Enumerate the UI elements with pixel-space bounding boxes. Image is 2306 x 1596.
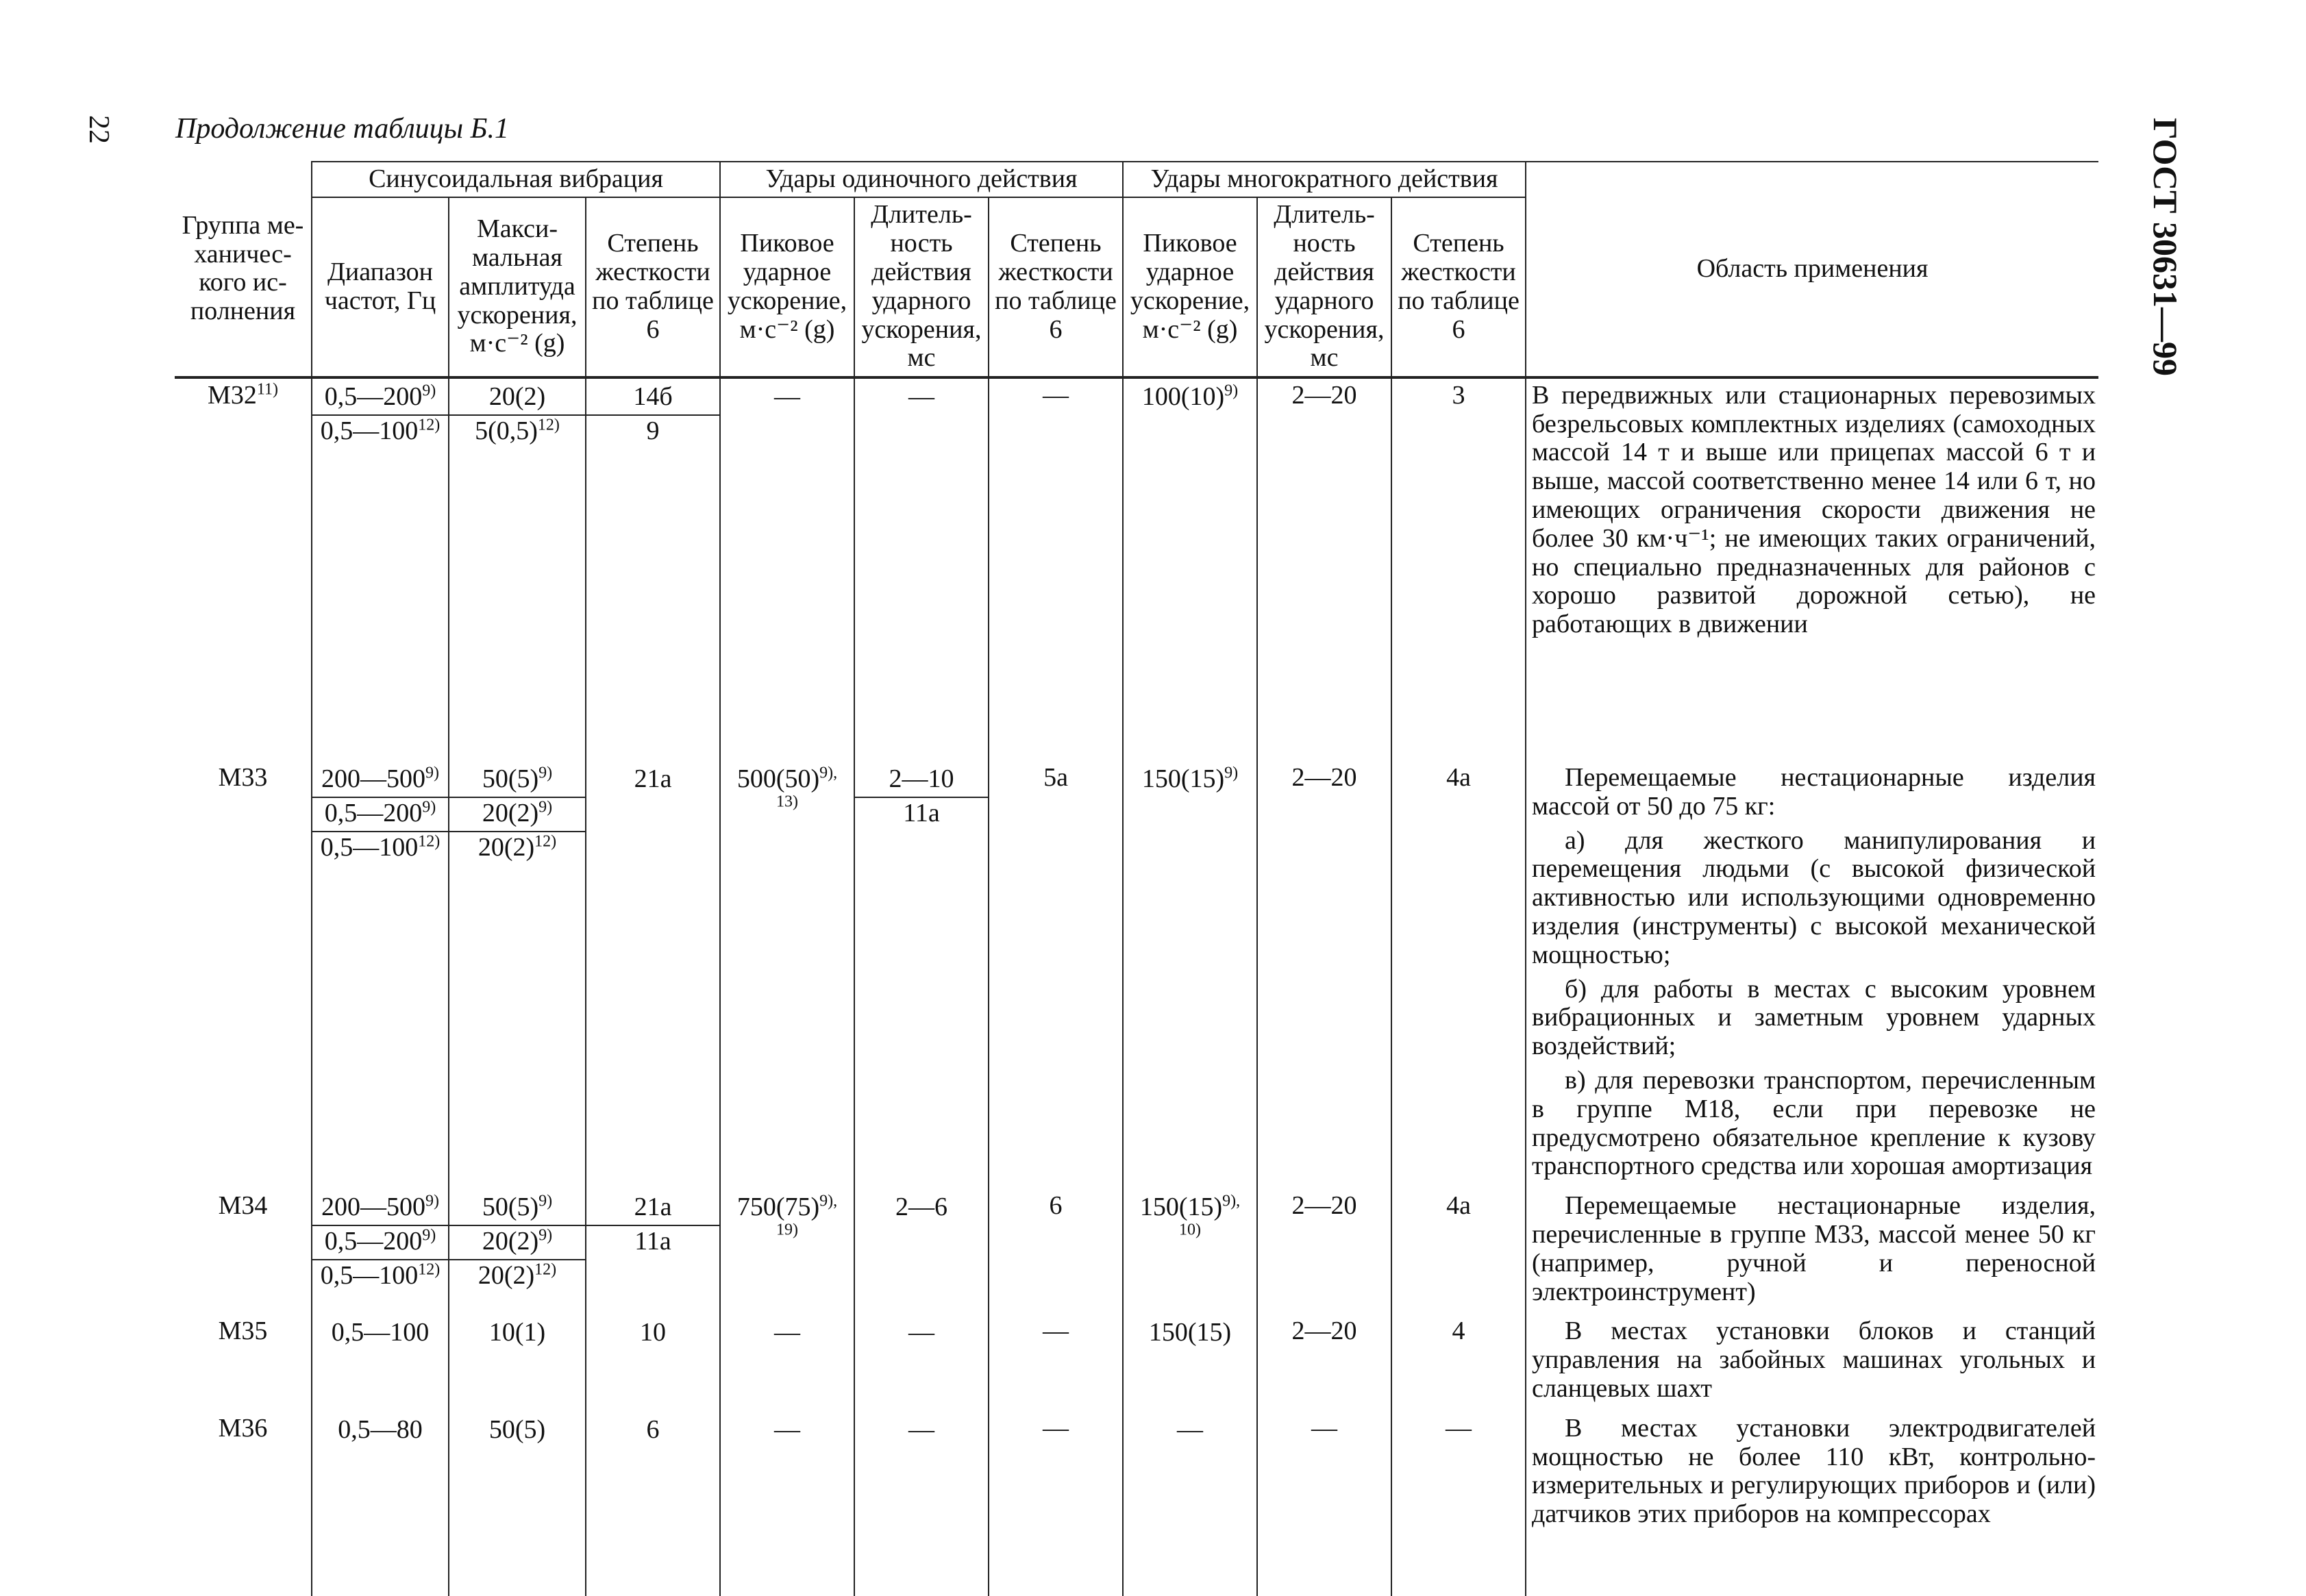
cell-peak-single [720, 377, 854, 761]
amplitude [449, 1192, 585, 1226]
severity-sine-value: 9 [646, 416, 660, 445]
severity-sine [586, 1226, 719, 1259]
frequency-range-value: 0,5—100 [331, 1318, 430, 1347]
amplitude-value: 20(2) [488, 382, 546, 411]
peak-multi-value: 150(15) [1148, 1318, 1232, 1347]
cell-severity-sine [586, 1314, 720, 1411]
table-row [175, 1412, 2098, 1596]
peak-multi-value: 150(15) [1141, 764, 1225, 793]
amplitude [449, 1226, 585, 1260]
peak-single [721, 1192, 854, 1254]
application-text: Перемещаемые нестационарные изделия, перечисленные в группе М33, массой менее 50 кг (например, ручной и переносной электроинструмент) [1532, 1191, 2096, 1306]
peak-multi [1124, 764, 1256, 797]
peak-single-footnote: 9), 19) [776, 1192, 838, 1239]
severity-sine [586, 764, 719, 797]
amplitude [449, 764, 585, 798]
frequency-range-value: 0,5—100 [320, 416, 419, 445]
application-text: Перемещаемые нестационарные изделия массой от 50 до 75 кг: [1532, 762, 2096, 821]
duration-single [855, 798, 988, 831]
frequency-range [312, 832, 448, 865]
duration-single [855, 382, 988, 414]
peak-single [721, 382, 854, 414]
amplitude-value: 50(5) [488, 1414, 546, 1444]
cell-application-area [1526, 1314, 2098, 1411]
severity-sine-value: 10 [640, 1318, 666, 1347]
frequency-range [312, 1260, 448, 1293]
header-sine-vibration: Синусоидальная вибрация [312, 162, 720, 197]
peak-multi-footnote: 9), 10) [1179, 1192, 1241, 1239]
amplitude [449, 1317, 585, 1350]
specification-table [175, 161, 2098, 1596]
application-text: В передвижных или стационарных перевозимых безрельсовых комплектных изделиях (самоходных массой 14 т и выше или прицепах массой 6 т и выше, массой соответственно менее 14 или 6 т, но имеющих ограничения скорости движения не более 30 км·ч⁻¹; не имеющих таких ограничений, но специально предназначенных для районов с хорошо развитой дорожной сетью), не работающих в движении [1532, 380, 2096, 639]
header-severity-multi: Степень жесткости по таблице 6 [1391, 197, 1526, 377]
cell-duration-multi: 2—20 [1257, 1314, 1391, 1411]
cell-application-area [1526, 761, 2098, 1189]
amplitude [449, 382, 585, 416]
amplitude [449, 1260, 585, 1293]
peak-multi [1124, 382, 1256, 414]
cell-severity-single: 5а [989, 761, 1123, 1189]
table-body [175, 377, 2098, 1596]
cell-peak-multi [1123, 761, 1257, 1189]
group-code: М33 [218, 762, 268, 792]
peak-multi [1124, 1317, 1256, 1350]
severity-sine [586, 1317, 719, 1350]
cell-severity-sine [586, 761, 720, 1189]
cell-duration-multi: 2—20 [1257, 1189, 1391, 1314]
header-peak-multi: Пиковое ударное ускорение, м·с⁻² (g) [1123, 197, 1257, 377]
duration-single-value: — [908, 382, 934, 411]
amplitude-value: 50(5) [482, 1193, 539, 1222]
cell-duration-single [854, 377, 989, 761]
peak-single-value: 500(50) [736, 764, 820, 793]
duration-single-value: 11а [903, 798, 940, 827]
frequency-range-value: 200—500 [321, 764, 425, 793]
peak-single-value: 750(75) [736, 1193, 820, 1222]
standard-title: ГОСТ 30631—99 [2146, 118, 2185, 377]
severity-sine-value: 6 [646, 1414, 660, 1444]
cell-severity-single: — [989, 377, 1123, 761]
frequency-range-footnote: 12) [418, 832, 441, 850]
peak-multi-footnote: 9) [1224, 764, 1239, 782]
cell-peak-multi [1123, 1314, 1257, 1411]
severity-sine-value: 11а [634, 1226, 671, 1256]
frequency-range-footnote: 9) [422, 1226, 436, 1245]
peak-multi-value: 100(10) [1141, 382, 1225, 411]
cell-amplitude [449, 1412, 586, 1596]
duration-single [855, 1317, 988, 1350]
application-text: а) для жесткого манипулирования и перемещения людьми (с высокой физической активностью или использующими одновременно изделия (инструменты) с высокой механической мощностью; [1532, 825, 2096, 969]
peak-multi-value: — [1177, 1414, 1204, 1444]
peak-single-value: — [774, 1414, 800, 1444]
cell-frequency [312, 1412, 449, 1596]
table-row [175, 1189, 2098, 1314]
application-text: В местах установки электродвигателей мощностью не более 110 кВт, контрольно-измерительных и регулирующих приборов и (или) датчиков этих приборов на компрессорах [1532, 1413, 2096, 1529]
cell-severity-multi: — [1391, 1412, 1526, 1596]
cell-peak-single [720, 1412, 854, 1596]
amplitude-value: 50(5) [482, 764, 539, 793]
frequency-range [312, 382, 448, 416]
severity-sine-value: 21а [634, 1193, 672, 1222]
cell-duration-single [854, 1314, 989, 1411]
cell-amplitude [449, 377, 586, 761]
header-duration-single: Длитель-ность действия ударного ускорения, мс [854, 197, 989, 377]
cell-duration-single [854, 761, 989, 1189]
frequency-range-footnote: 9) [422, 382, 436, 400]
cell-duration-multi: — [1257, 1412, 1391, 1596]
cell-amplitude [449, 761, 586, 1189]
header-frequency-range: Диапазон частот, Гц [312, 197, 449, 377]
cell-peak-multi [1123, 377, 1257, 761]
cell-peak-single [720, 1314, 854, 1411]
cell-duration-multi: 2—20 [1257, 377, 1391, 761]
severity-sine-value: 21а [634, 764, 672, 793]
cell-peak-multi [1123, 1412, 1257, 1596]
peak-single [721, 764, 854, 825]
cell-severity-sine [586, 1189, 720, 1314]
amplitude-value: 5(0,5) [475, 416, 538, 445]
header-multiple-shock: Удары многократного действия [1123, 162, 1526, 197]
cell-peak-single [720, 1189, 854, 1314]
header-peak-single: Пиковое ударное ускорение, м·с⁻² (g) [720, 197, 854, 377]
amplitude-footnote: 12) [537, 415, 560, 434]
frequency-range-value: 0,5—200 [324, 798, 423, 827]
severity-sine [586, 1192, 719, 1226]
frequency-range-value: 0,5—200 [324, 382, 423, 411]
cell-frequency [312, 1314, 449, 1411]
amplitude-footnote: 12) [534, 1260, 557, 1279]
cell-frequency [312, 761, 449, 1189]
header-application-area: Область применения [1526, 162, 2098, 377]
cell-group [175, 1189, 312, 1314]
frequency-range-value: 0,5—200 [324, 1226, 423, 1256]
frequency-range-value: 0,5—80 [338, 1414, 423, 1444]
amplitude-value: 20(2) [482, 798, 539, 827]
cell-duration-multi: 2—20 [1257, 761, 1391, 1189]
peak-multi [1124, 1192, 1256, 1254]
header-severity-sine: Степень жесткости по таблице 6 [586, 197, 720, 377]
table-row [175, 1314, 2098, 1411]
frequency-range-footnote: 12) [418, 1260, 441, 1279]
peak-single [721, 1414, 854, 1447]
frequency-range [312, 1226, 448, 1260]
frequency-range-footnote: 9) [425, 764, 439, 782]
cell-peak-multi [1123, 1189, 1257, 1314]
peak-multi-footnote: 9) [1224, 382, 1239, 400]
cell-application-area [1526, 1412, 2098, 1596]
cell-group [175, 761, 312, 1189]
duration-single [855, 1414, 988, 1447]
duration-single [855, 1192, 988, 1225]
amplitude [449, 832, 585, 865]
group-code: М35 [218, 1317, 268, 1346]
frequency-range [312, 1414, 448, 1447]
header-duration-multi: Длитель-ность действия ударного ускорения, мс [1257, 197, 1391, 377]
table-caption: Продолжение таблицы Б.1 [175, 113, 509, 145]
amplitude-footnote: 9) [538, 764, 553, 782]
cell-severity-single: — [989, 1412, 1123, 1596]
frequency-range [312, 1192, 448, 1226]
cell-severity-single: — [989, 1314, 1123, 1411]
cell-frequency [312, 1189, 449, 1314]
cell-amplitude [449, 1189, 586, 1314]
frequency-range-footnote: 12) [418, 415, 441, 434]
group-code: М34 [218, 1191, 268, 1221]
severity-sine [586, 1414, 719, 1447]
severity-sine [586, 382, 719, 416]
amplitude [449, 416, 585, 449]
header-single-shock: Удары одиночного действия [720, 162, 1123, 197]
header-group: Группа ме-ханичес-кого ис-полнения [175, 162, 312, 377]
group-code: М36 [218, 1413, 268, 1443]
amplitude-footnote: 12) [534, 832, 557, 850]
header-severity-single: Степень жесткости по таблице 6 [989, 197, 1123, 377]
peak-single [721, 1317, 854, 1350]
amplitude [449, 1414, 585, 1447]
frequency-range-footnote: 9) [425, 1192, 439, 1210]
table-row [175, 761, 2098, 1189]
severity-sine-value: 14б [633, 382, 673, 411]
frequency-range [312, 416, 448, 449]
application-text: В местах установки блоков и станций управления на забойных машинах угольных и сланцевых шахт [1532, 1317, 2096, 1403]
frequency-range [312, 1317, 448, 1350]
cell-application-area [1526, 377, 2098, 761]
amplitude-value: 10(1) [488, 1318, 546, 1347]
frequency-range-footnote: 9) [422, 798, 436, 816]
cell-duration-single [854, 1412, 989, 1596]
application-text: в) для перевозки транспортом, перечисленным в группе М18, если при перевозке не предусмотрено обязательное крепление к кузову транспортного средства или хорошая амортизация [1532, 1065, 2096, 1181]
duration-single-value: — [908, 1414, 934, 1444]
peak-single-footnote: 9), 13) [776, 764, 838, 811]
duration-single-value: — [908, 1318, 934, 1347]
amplitude-value: 20(2) [478, 1260, 535, 1290]
cell-group [175, 377, 312, 761]
peak-multi [1124, 1414, 1256, 1447]
frequency-range-value: 0,5—100 [320, 832, 419, 862]
cell-severity-multi: 4а [1391, 761, 1526, 1189]
cell-duration-single [854, 1189, 989, 1314]
cell-severity-sine [586, 377, 720, 761]
cell-severity-multi: 3 [1391, 377, 1526, 761]
amplitude-footnote: 9) [538, 798, 553, 816]
cell-group [175, 1412, 312, 1596]
frequency-range [312, 764, 448, 798]
frequency-range-value: 200—500 [321, 1193, 425, 1222]
frequency-range [312, 798, 448, 832]
page-number: 22 [83, 115, 114, 144]
duration-single-value: 2—10 [889, 764, 954, 793]
cell-severity-single: 6 [989, 1189, 1123, 1314]
duration-single [855, 764, 988, 798]
header-max-amplitude: Макси-мальная амплитуда ускорения, м·с⁻² (g) [449, 197, 586, 377]
group-code: М32 [208, 380, 257, 410]
cell-amplitude [449, 1314, 586, 1411]
peak-single-value: — [774, 382, 800, 411]
cell-peak-single [720, 761, 854, 1189]
cell-severity-multi: 4 [1391, 1314, 1526, 1411]
amplitude-value: 20(2) [478, 832, 535, 862]
cell-group [175, 1314, 312, 1411]
application-text: б) для работы в местах с высоким уровнем вибрационных и заметным уровнем ударных воздействий; [1532, 974, 2096, 1061]
duration-single-value: 2—6 [895, 1193, 947, 1222]
amplitude-value: 20(2) [482, 1226, 539, 1256]
cell-severity-sine [586, 1412, 720, 1596]
peak-multi-value: 150(15) [1139, 1193, 1223, 1222]
amplitude [449, 798, 585, 832]
severity-sine [586, 416, 719, 449]
cell-application-area [1526, 1189, 2098, 1314]
frequency-range-value: 0,5—100 [320, 1260, 419, 1290]
amplitude-footnote: 9) [538, 1192, 553, 1210]
table-row [175, 377, 2098, 761]
peak-single-value: — [774, 1318, 800, 1347]
cell-frequency [312, 377, 449, 761]
amplitude-footnote: 9) [538, 1226, 553, 1245]
group-footnote: 11) [256, 380, 278, 399]
cell-severity-multi: 4а [1391, 1189, 1526, 1314]
